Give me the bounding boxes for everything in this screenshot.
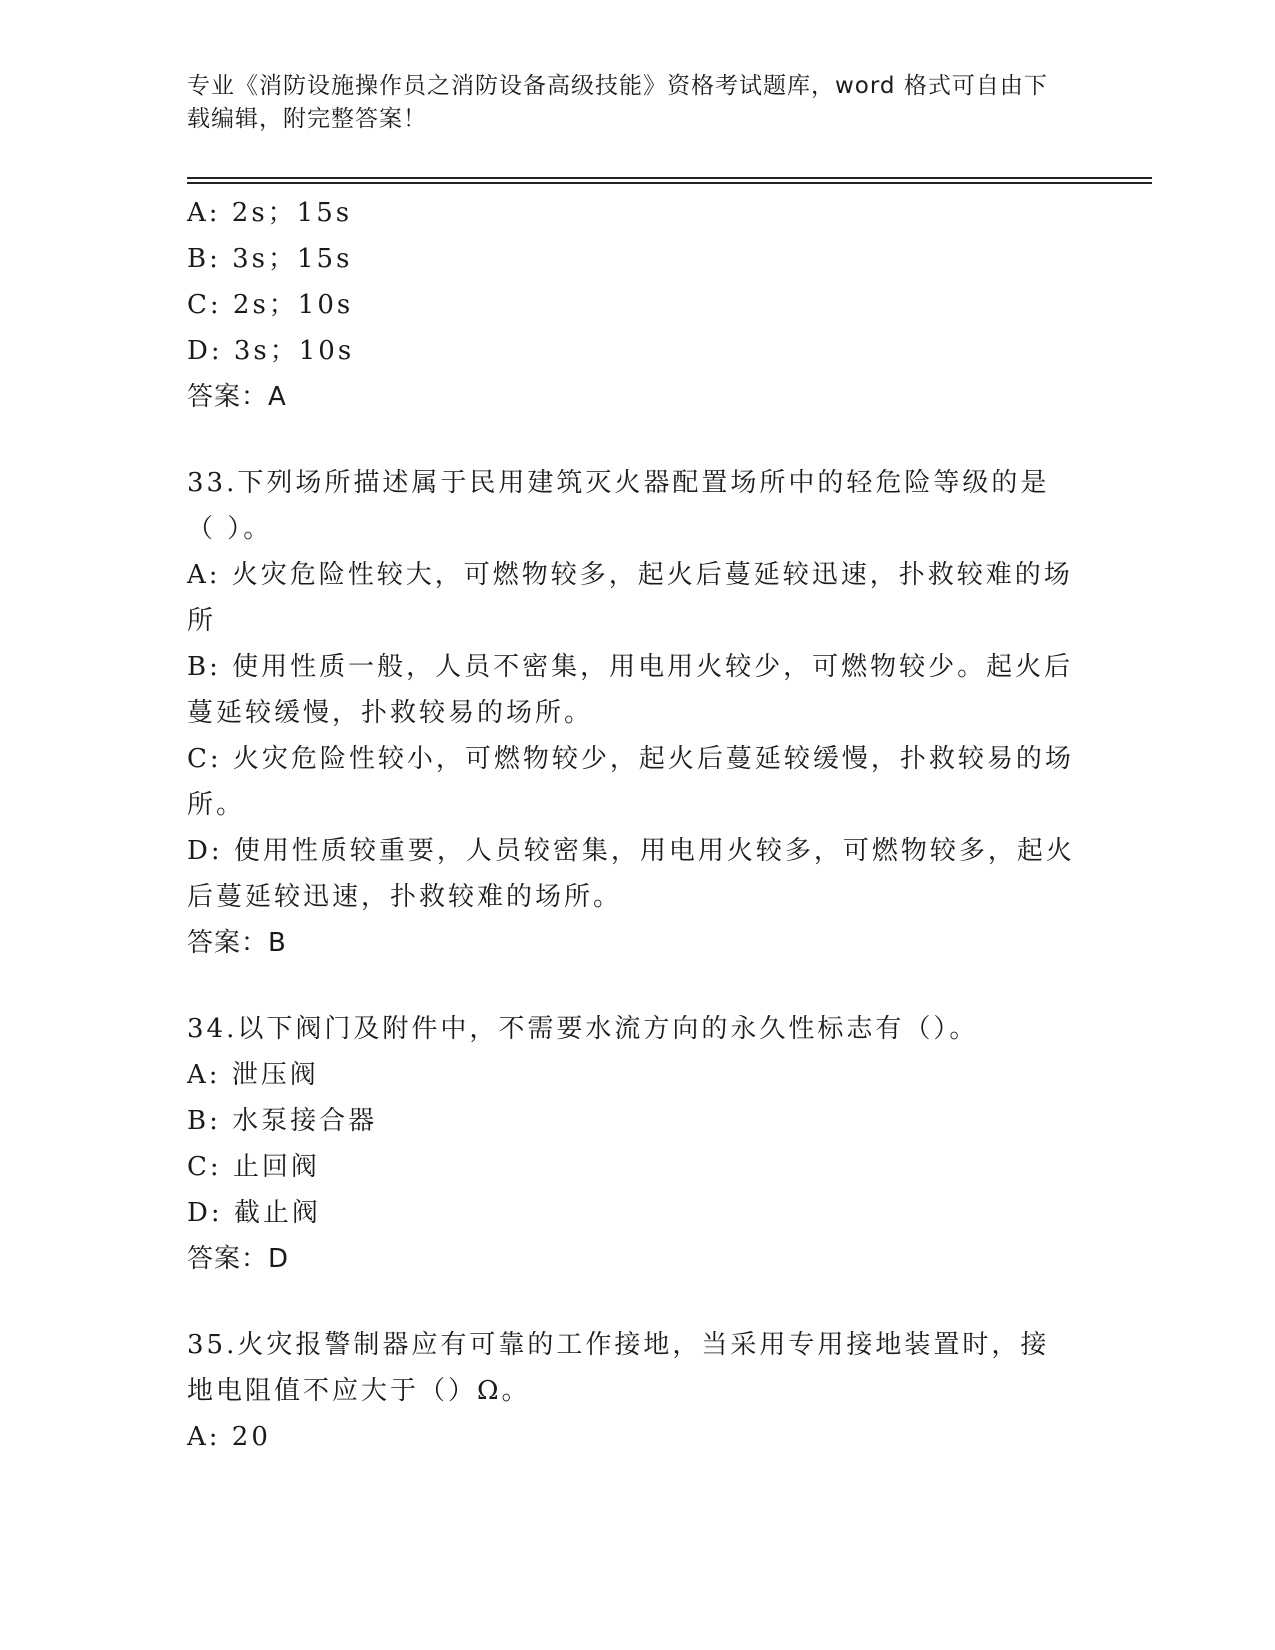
question-34 (187, 1006, 1077, 1282)
question-35 (187, 1322, 1077, 1460)
question-stem: 33.下列场所描述属于民用建筑灭火器配置场所中的轻危险等级的是（ ）。 (187, 468, 1050, 544)
header-rule-bottom (187, 182, 1152, 184)
option-b: B: 水泵接合器 (187, 1106, 378, 1136)
question-content (187, 190, 1077, 1460)
question-33 (187, 460, 1077, 966)
question-stem: 35.火灾报警制器应有可靠的工作接地，当采用专用接地装置时，接地电阻值不应大于（）Ω。 (187, 1330, 1050, 1406)
option-a: A: 2s；15s (187, 198, 353, 228)
option-a: A: 火灾危险性较大，可燃物较多，起火后蔓延较迅速，扑救较难的场所 (187, 560, 1073, 636)
option-a: A: 20 (187, 1422, 271, 1452)
header-rule-top (187, 177, 1152, 179)
option-d: D: 使用性质较重要，人员较密集，用电用火较多，可燃物较多，起火后蔓延较迅速，扑救较难的场所。 (187, 836, 1075, 912)
document-header: 专业《消防设施操作员之消防设备高级技能》资格考试题库，word 格式可自由下载编辑，附完整答案！ (187, 73, 1048, 132)
option-d: D: 截止阀 (187, 1198, 321, 1228)
option-c: C: 火灾危险性较小，可燃物较少，起火后蔓延较缓慢，扑救较易的场所。 (187, 744, 1074, 820)
prev-question-block (187, 190, 1077, 420)
answer-line: 答案：A (187, 382, 287, 412)
option-b: B: 3s；15s (187, 244, 353, 274)
option-a: A: 泄压阀 (187, 1060, 319, 1090)
option-c: C: 止回阀 (187, 1152, 320, 1182)
answer-line: 答案：B (187, 928, 287, 958)
question-stem: 34.以下阀门及附件中，不需要水流方向的永久性标志有（）。 (187, 1014, 979, 1044)
option-d: D: 3s；10s (187, 336, 355, 366)
option-b: B: 使用性质一般，人员不密集，用电用火较少，可燃物较少。起火后蔓延较缓慢，扑救较易的场所。 (187, 652, 1074, 728)
answer-line: 答案：D (187, 1244, 290, 1274)
option-c: C: 2s；10s (187, 290, 354, 320)
